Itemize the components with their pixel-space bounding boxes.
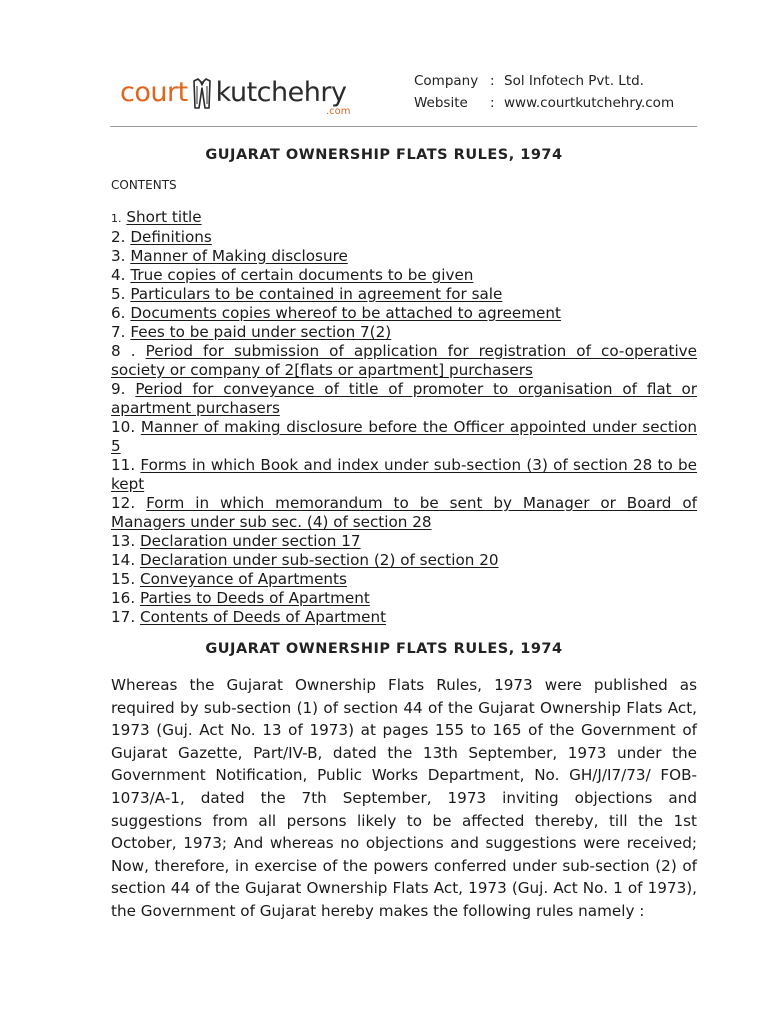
toc-item [111, 418, 697, 456]
company-value: Sol Infotech Pvt. Ltd. [504, 73, 644, 89]
toc-item [111, 380, 697, 418]
logo-text-kutchehry: kutchehry [215, 77, 347, 108]
toc-link[interactable]: Declaration under sub-section (2) of section 20 [139, 551, 499, 569]
toc-link[interactable]: Contents of Deeds of Apartment [139, 608, 387, 626]
toc-item-number: 16. [111, 589, 136, 607]
toc-item-number: 11. [111, 456, 136, 474]
toc-link[interactable]: Documents copies whereof to be attached to agreement [130, 304, 561, 322]
toc-link[interactable]: Manner of making disclosure before the Officer appointed under section 5 [111, 418, 698, 455]
toc-item [111, 456, 697, 494]
toc-item [111, 570, 697, 589]
toc-item-number: 7. [111, 323, 126, 341]
website-label: Website [414, 95, 468, 111]
header-divider [110, 126, 697, 127]
toc-item [111, 494, 697, 532]
toc-item [111, 589, 697, 608]
logo-text-com: .com [326, 106, 351, 117]
toc-link[interactable]: Particulars to be contained in agreement for sale [130, 285, 503, 303]
company-row [414, 70, 674, 92]
toc-item [111, 208, 697, 228]
toc-link[interactable]: Fees to be paid under section 7(2) [130, 323, 392, 341]
website-separator: : [490, 95, 495, 111]
toc-link[interactable]: Definitions [130, 228, 212, 246]
preamble-paragraph: Whereas the Gujarat Ownership Flats Rules, 1973 were published as required by sub-section (1) of section 44 of the Gujarat Ownership Flats Act, 1973 (Guj. Act No. 13 of 1973) at pages 155 to 165 of the Government of Gujarat Gazette, Part/IV-B, dated the 13th September, 1973 under the Government Notification, Public Works Department, No. GH/J/I7/73/ FOB-1073/A-1, dated the 7th September, 1973 inviting objections and suggestions from all persons likely to be affected thereby, till the 1st October, 1973; And whereas no objections and suggestions were received; Now, therefore, in exercise of the powers conferred under sub-section (2) of section 44 of the Gujarat Ownership Flats Act, 1973 (Guj. Act No. 1 of 1973), the Government of Gujarat hereby makes the following rules namely : [111, 676, 697, 920]
lawyer-gown-icon [189, 76, 215, 110]
rules-title: GUJARAT OWNERSHIP FLATS RULES, 1974 [205, 641, 563, 657]
toc-link[interactable]: True copies of certain documents to be given [130, 266, 474, 284]
toc-link[interactable]: Conveyance of Apartments [139, 570, 347, 588]
toc-link[interactable]: Short title [126, 208, 202, 226]
company-info [414, 70, 674, 114]
toc-item [111, 551, 697, 570]
toc-item-number: 4. [111, 266, 126, 284]
toc-link[interactable]: Period for conveyance of title of promoter to organisation of flat or apartment purchasers [111, 380, 698, 417]
toc-item [111, 323, 697, 342]
website-link[interactable]: www.courtkutchehry.com [504, 95, 675, 111]
toc-item [111, 304, 697, 323]
company-separator: : [490, 73, 495, 89]
toc-item [111, 532, 697, 551]
toc-link[interactable]: Form in which memorandum to be sent by Manager or Board of Managers under sub sec. (4) of section 28 [111, 494, 697, 531]
contents-heading: CONTENTS [111, 178, 177, 192]
page-header [110, 62, 698, 128]
toc-item-number: 14. [111, 551, 136, 569]
document-title: GUJARAT OWNERSHIP FLATS RULES, 1974 [205, 147, 563, 163]
company-label: Company [414, 73, 479, 89]
toc-item-number: 5. [111, 285, 126, 303]
toc-item [111, 342, 697, 380]
toc-item-number: 9. [111, 380, 126, 398]
website-row [414, 92, 674, 114]
toc-link[interactable]: Forms in which Book and index under sub-section (3) of section 28 to be kept [111, 456, 698, 493]
toc-item [111, 228, 697, 247]
toc-item [111, 247, 697, 266]
logo-text-court: court [120, 77, 188, 108]
toc-link[interactable]: Declaration under section 17 [139, 532, 361, 550]
courtkutchehry-logo[interactable] [120, 76, 351, 122]
toc-item [111, 608, 697, 627]
toc-link[interactable]: Period for submission of application for registration of co-operative society or company of 2[flats or apartment] purchasers [111, 342, 697, 379]
toc-item-number: 12. [111, 494, 136, 512]
toc-item-number: 2. [111, 228, 126, 246]
table-of-contents [111, 208, 697, 627]
toc-item-number: 10. [111, 418, 136, 436]
toc-item-number: 6. [111, 304, 126, 322]
toc-link[interactable]: Manner of Making disclosure [130, 247, 348, 265]
toc-item-number: 3. [111, 247, 126, 265]
toc-item-number: 17. [111, 608, 136, 626]
toc-item [111, 266, 697, 285]
toc-item [111, 285, 697, 304]
toc-item-number: 8 . [111, 342, 136, 360]
toc-item-number: 1. [111, 212, 122, 225]
toc-item-number: 13. [111, 532, 136, 550]
toc-item-number: 15. [111, 570, 136, 588]
toc-link[interactable]: Parties to Deeds of Apartment [139, 589, 370, 607]
